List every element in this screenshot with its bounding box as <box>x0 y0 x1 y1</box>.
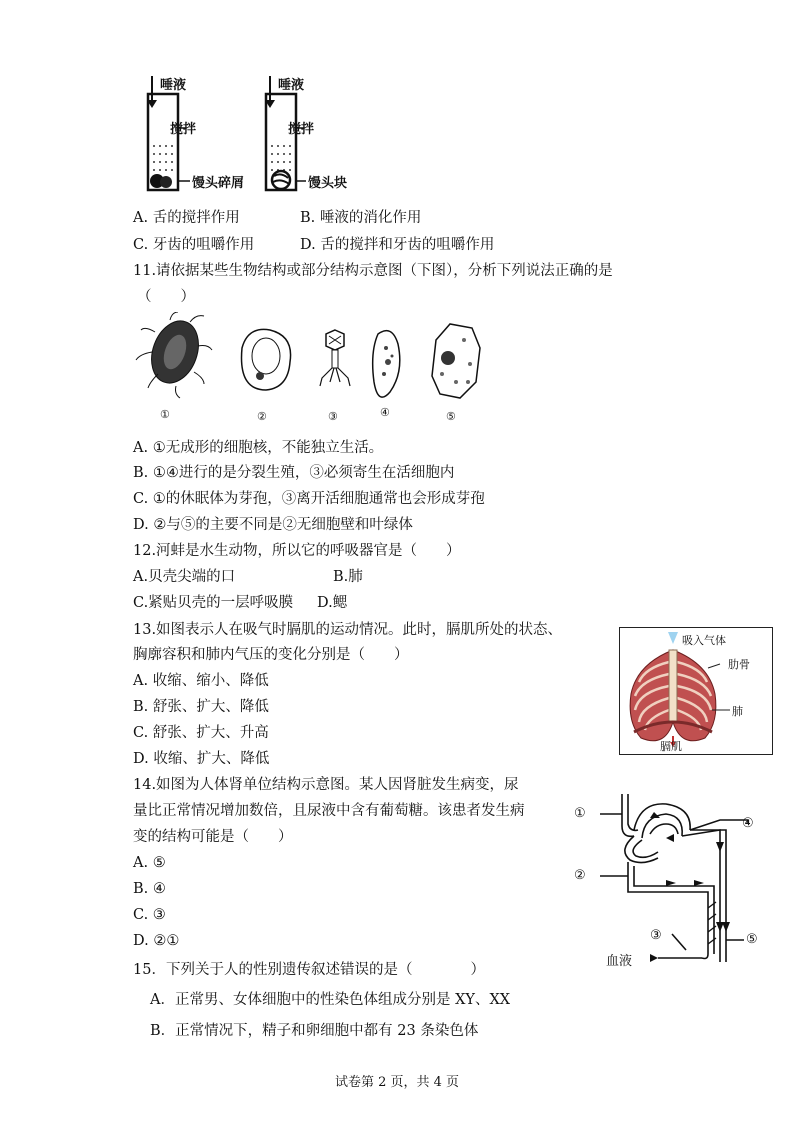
q12-option-c: C.紧贴贝壳的一层呼吸膜 <box>133 595 294 611</box>
nephron-label-4: ④ <box>742 816 754 831</box>
q10-option-d: D. 舌的搅拌和牙齿的咀嚼作用 <box>300 237 495 253</box>
q11-organisms-figure <box>130 312 490 430</box>
q11-option-a: A. ①无成形的细胞核，不能独立生活。 <box>133 440 384 456</box>
q14-stem-line1: 14.如图为人体肾单位结构示意图。某人因肾脏发生病变，尿 <box>133 777 519 793</box>
blood-label: 血液 <box>606 954 633 969</box>
inhaled-air-label: 吸入气体 <box>682 634 726 647</box>
q13-option-c: C. 舒张、扩大、升高 <box>133 725 269 741</box>
tube1-stir-label: 搅拌 <box>170 122 197 137</box>
tube2-stir-label: 搅拌 <box>288 122 315 137</box>
nephron-figure <box>570 782 770 978</box>
q13-option-d: D. 收缩、扩大、降低 <box>133 751 270 767</box>
q11-bracket: （ ） <box>137 289 195 305</box>
tube1-saliva-label: 唾液 <box>160 78 187 93</box>
organism-label-3: ③ <box>328 410 338 423</box>
q13-stem-line1: 13.如图表示人在吸气时膈肌的运动情况。此时，膈肌所处的状态、 <box>133 622 563 638</box>
tube2-block-label: 馒头块 <box>308 176 348 191</box>
nephron-label-3: ③ <box>650 928 662 943</box>
diaphragm-label: 膈肌 <box>660 740 682 753</box>
tube2-saliva-label: 唾液 <box>278 78 305 93</box>
q10-option-a: A. 舌的搅拌作用 <box>133 210 240 226</box>
nephron-drawing <box>570 782 770 978</box>
organism-label-2: ② <box>257 410 267 423</box>
q15-option-a: A．正常男、女体细胞中的性染色体组成分别是 XY、XX <box>150 992 511 1008</box>
q12-option-a: A.贝壳尖端的口 <box>133 569 236 585</box>
q11-stem: 11.请依据某些生物结构或部分结构示意图（下图），分析下列说法正确的是 <box>133 263 613 279</box>
page-footer: 试卷第 2 页，共 4 页 <box>334 1075 460 1090</box>
q14-option-d: D. ②① <box>133 933 180 949</box>
q14-option-c: C. ③ <box>133 907 166 923</box>
organisms-drawing <box>130 312 490 430</box>
nephron-label-2: ② <box>574 868 586 883</box>
q15-option-b: B．正常情况下，精子和卵细胞中都有 23 条染色体 <box>150 1023 479 1039</box>
thorax-figure <box>619 627 773 755</box>
q14-stem-line3: 变的结构可能是（ ） <box>133 829 293 845</box>
q10-option-b: B. 唾液的消化作用 <box>300 210 422 226</box>
lung-label: 肺 <box>732 705 743 718</box>
q13-stem-line2: 胸廓容积和肺内气压的变化分别是（ ） <box>133 647 409 663</box>
rib-label: 肋骨 <box>728 658 750 671</box>
nephron-label-5: ⑤ <box>746 932 758 947</box>
q10-option-c: C. 牙齿的咀嚼作用 <box>133 237 255 253</box>
q12-option-b: B.肺 <box>333 569 363 585</box>
q11-option-b: B. ①④进行的是分裂生殖，③必须寄生在活细胞内 <box>133 465 455 481</box>
q14-option-a: A. ⑤ <box>133 855 166 871</box>
q14-stem-line2: 量比正常情况增加数倍，且尿液中含有葡萄糖。该患者发生病 <box>133 803 525 819</box>
q12-option-d: D.鳃 <box>317 595 348 611</box>
nephron-label-1: ① <box>574 806 586 821</box>
saliva-experiment-figure <box>140 68 380 198</box>
organism-label-5: ⑤ <box>446 410 456 423</box>
organism-label-1: ① <box>160 408 170 421</box>
organism-label-4: ④ <box>380 406 390 419</box>
q14-option-b: B. ④ <box>133 881 166 897</box>
q11-option-c: C. ①的休眠体为芽孢，③离开活细胞通常也会形成芽孢 <box>133 491 485 507</box>
q13-option-b: B. 舒张、扩大、降低 <box>133 699 269 715</box>
q13-option-a: A. 收缩、缩小、降低 <box>133 673 269 689</box>
q12-stem: 12.河蚌是水生动物，所以它的呼吸器官是（ ） <box>133 543 461 559</box>
q15-stem: 15．下列关于人的性别遗传叙述错误的是（ ） <box>133 962 485 978</box>
q11-option-d: D. ②与⑤的主要不同是②无细胞壁和叶绿体 <box>133 517 413 533</box>
tube1-crumbs-label: 馒头碎屑 <box>192 176 245 191</box>
